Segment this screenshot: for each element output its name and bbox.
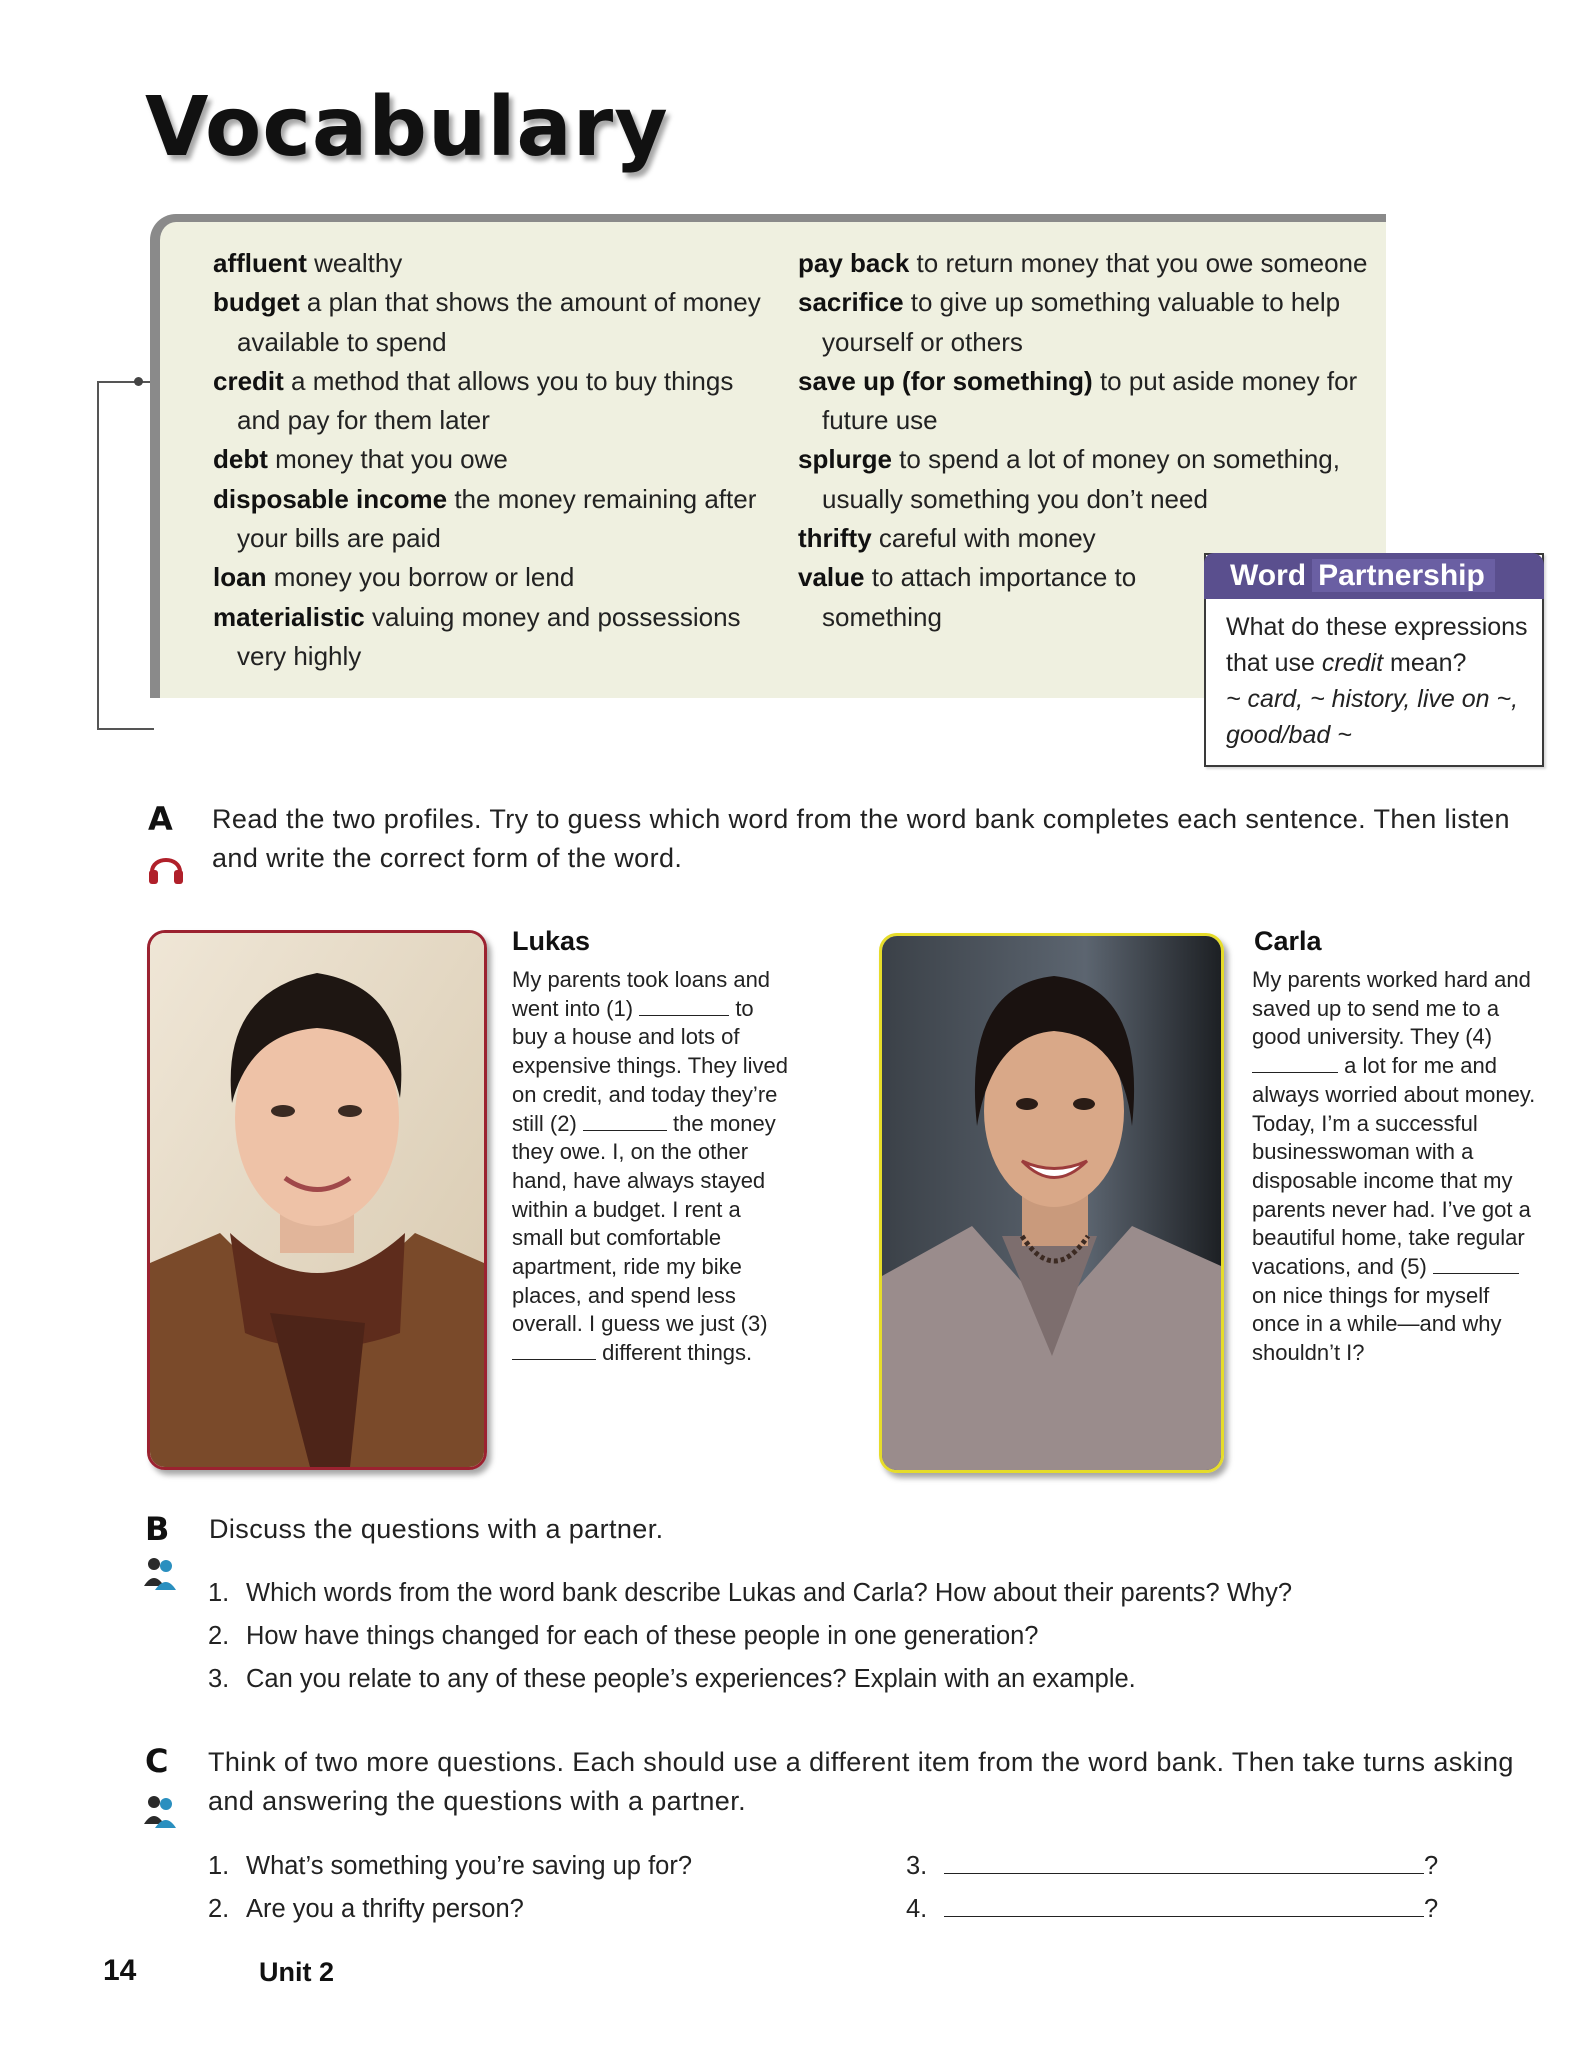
answer-blank-1[interactable] bbox=[639, 995, 729, 1016]
list-item: 3. Can you relate to any of these people’s experiences? Explain with an example. bbox=[208, 1665, 1136, 1693]
vocab-entry: affluent wealthy bbox=[213, 248, 403, 278]
vocab-entry: thrifty careful with money bbox=[798, 523, 1096, 554]
word-partnership-body: What do these expressions that use credit mean? ~ card, ~ history, live on ~, good/bad ~ bbox=[1226, 613, 1528, 749]
section-a-instructions: Read the two profiles. Try to guess which word from the word bank completes each sentence. Then listen and write the correct form of the word. bbox=[212, 804, 1510, 873]
vocab-entry: disposable income the money remaining after your bills are paid bbox=[213, 483, 757, 554]
word-partnership-box bbox=[1204, 553, 1544, 767]
headphones-icon bbox=[147, 848, 185, 888]
list-item: 4. ? bbox=[906, 1888, 1446, 1931]
vocab-entry: splurge to spend a lot of money on something, usually something you don’t need bbox=[798, 444, 1340, 514]
question-blank-4[interactable] bbox=[944, 1890, 1424, 1917]
lukas-photo bbox=[147, 930, 487, 1470]
section-a-letter: A bbox=[148, 800, 173, 838]
word-partnership-expressions: ~ card, ~ history, live on ~, good/bad ~ bbox=[1226, 685, 1519, 749]
section-c-blank-questions bbox=[906, 1845, 1446, 1931]
vocab-entry: save up (for something) to put aside money for future use bbox=[798, 365, 1358, 436]
pair-work-icon bbox=[143, 1794, 177, 1830]
list-item: 1. What’s something you’re saving up for? bbox=[208, 1852, 693, 1880]
page-number: 14 bbox=[103, 1954, 137, 1987]
vocab-column-left bbox=[213, 244, 773, 676]
section-b-question-list bbox=[208, 1572, 1508, 1701]
carla-profile-text: My parents worked hard and saved up to send me to a good university. They (4) a lot for me and always worried about money. Today, I’m a successful businesswoman with a disposable income that my parents never had. I’ve got a beautiful home, take regular vacations, and (5) on nice things for myself once in a while—and why shouldn’t I? bbox=[1252, 967, 1536, 1366]
answer-blank-3[interactable] bbox=[512, 1339, 596, 1360]
section-c-question-list bbox=[208, 1845, 692, 1931]
vocab-entry: materialistic valuing money and possessions very highly bbox=[213, 601, 741, 671]
section-b-letter: B bbox=[145, 1510, 170, 1548]
list-item: 2. How have things changed for each of these people in one generation? bbox=[208, 1622, 1039, 1650]
unit-label: Unit 2 bbox=[259, 1957, 335, 1987]
lukas-name: Lukas bbox=[512, 926, 591, 956]
question-blank-3[interactable] bbox=[944, 1847, 1424, 1874]
vocab-entry: budget a plan that shows the amount of money available to spend bbox=[213, 287, 761, 357]
carla-name: Carla bbox=[1254, 926, 1322, 956]
bracket-dot bbox=[134, 377, 143, 386]
page-title: Vocabulary bbox=[145, 80, 669, 175]
section-c-instructions: Think of two more questions. Each should use a different item from the word bank. Then take turns asking and answering the questions with a partner. bbox=[208, 1747, 1514, 1816]
vocab-entry: sacrifice to give up something valuable to help yourself or others bbox=[798, 287, 1341, 357]
section-b-instructions: Discuss the questions with a partner. bbox=[209, 1514, 664, 1544]
list-item: 1. Which words from the word bank describe Lukas and Carla? How about their parents? Why? bbox=[208, 1579, 1293, 1607]
lukas-profile-text: My parents took loans and went into (1) to buy a house and lots of expensive things. They lived on credit, and today they’re still (2) the money they owe. I, on the other hand, have always stayed within a budget. I rent a small but comfortable apartment, ride my bike places, and spend less overall. I guess we just (3) different things. bbox=[512, 967, 788, 1366]
pair-work-icon bbox=[143, 1556, 177, 1592]
answer-blank-5[interactable] bbox=[1433, 1253, 1519, 1274]
vocab-entry: loan money you borrow or lend bbox=[213, 562, 575, 593]
list-item: 3. ? bbox=[906, 1845, 1446, 1888]
vocab-entry: value to attach importance to something bbox=[798, 562, 1137, 632]
section-c-letter: C bbox=[145, 1742, 169, 1780]
vocab-entry: credit a method that allows you to buy things and pay for them later bbox=[213, 365, 734, 436]
word-partnership-header: Word Partnership bbox=[1204, 553, 1544, 599]
vocab-entry: debt money that you owe bbox=[213, 444, 508, 475]
vocab-entry: pay back to return money that you owe someone bbox=[798, 248, 1368, 278]
list-item: 2. Are you a thrifty person? bbox=[208, 1895, 524, 1923]
answer-blank-4[interactable] bbox=[1252, 1052, 1338, 1073]
vocab-bracket-line bbox=[97, 381, 154, 730]
carla-photo bbox=[879, 933, 1224, 1473]
answer-blank-2[interactable] bbox=[583, 1110, 667, 1131]
